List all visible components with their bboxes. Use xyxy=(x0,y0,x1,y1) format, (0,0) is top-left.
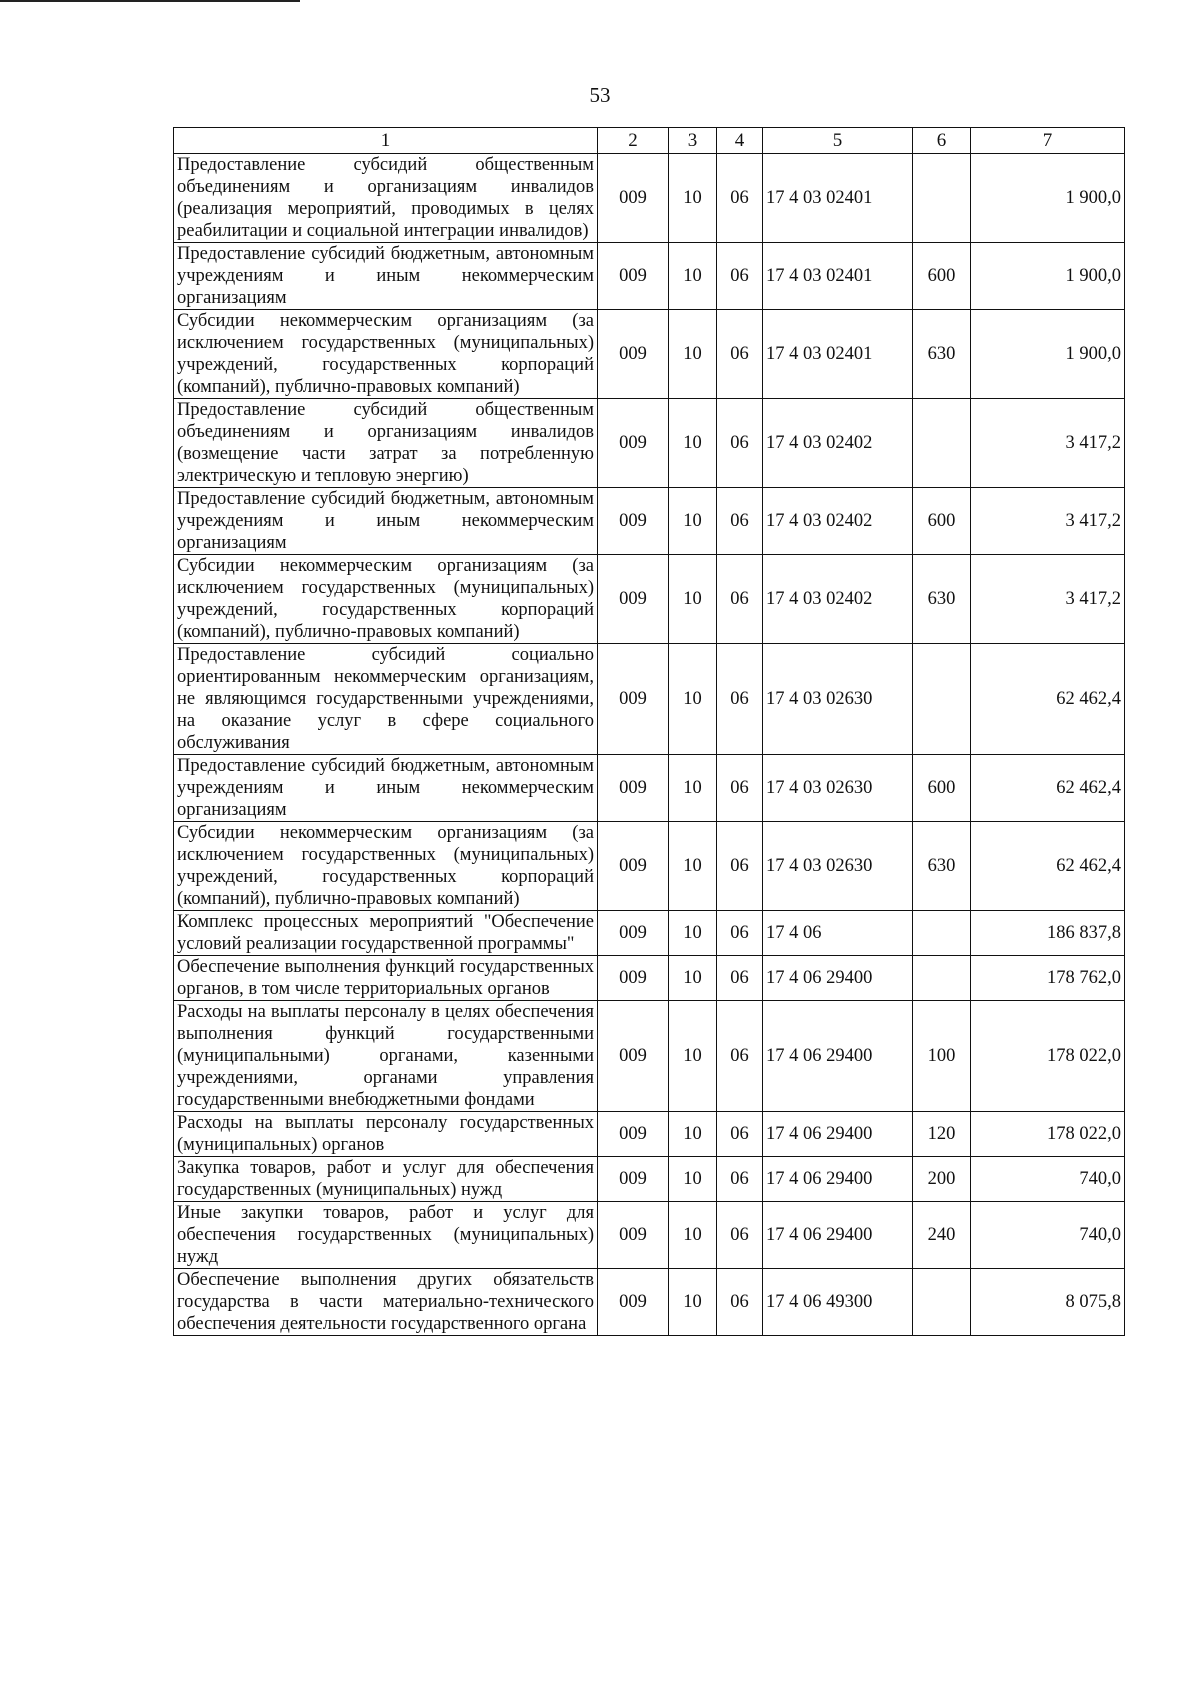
row-section: 10 xyxy=(669,1157,717,1202)
row-subsection: 06 xyxy=(717,956,763,1001)
row-subsection: 06 xyxy=(717,243,763,310)
table-row xyxy=(174,1157,1125,1202)
row-amount: 3 417,2 xyxy=(971,399,1125,488)
row-subsection: 06 xyxy=(717,488,763,555)
row-amount: 1 900,0 xyxy=(971,154,1125,243)
row-target-article: 17 4 06 29400 xyxy=(763,1001,913,1112)
row-name: Расходы на выплаты персоналу государственных (муниципальных) органов xyxy=(174,1112,598,1157)
row-subsection: 06 xyxy=(717,310,763,399)
row-expense-type xyxy=(913,399,971,488)
row-target-article: 17 4 03 02401 xyxy=(763,310,913,399)
row-amount: 1 900,0 xyxy=(971,310,1125,399)
row-subsection: 06 xyxy=(717,1001,763,1112)
row-name: Субсидии некоммерческим организациям (за исключением государственных (муниципальных) учреждений, государственных корпораций (компаний), публично-правовых компаний) xyxy=(174,822,598,911)
table-row xyxy=(174,488,1125,555)
row-subsection: 06 xyxy=(717,399,763,488)
row-section: 10 xyxy=(669,1001,717,1112)
row-name: Обеспечение выполнения функций государственных органов, в том числе территориальных органов xyxy=(174,956,598,1001)
row-subsection: 06 xyxy=(717,555,763,644)
row-expense-type: 200 xyxy=(913,1157,971,1202)
row-section: 10 xyxy=(669,911,717,956)
row-section: 10 xyxy=(669,488,717,555)
row-section: 10 xyxy=(669,644,717,755)
row-target-article: 17 4 03 02402 xyxy=(763,555,913,644)
row-amount: 186 837,8 xyxy=(971,911,1125,956)
row-amount: 178 762,0 xyxy=(971,956,1125,1001)
row-admin-code: 009 xyxy=(598,956,669,1001)
row-section: 10 xyxy=(669,956,717,1001)
row-target-article: 17 4 03 02630 xyxy=(763,755,913,822)
row-target-article: 17 4 06 29400 xyxy=(763,1112,913,1157)
budget-table xyxy=(173,127,1125,1336)
row-subsection: 06 xyxy=(717,1157,763,1202)
row-name: Субсидии некоммерческим организациям (за исключением государственных (муниципальных) учреждений, государственных корпораций (компаний), публично-правовых компаний) xyxy=(174,555,598,644)
row-target-article: 17 4 06 49300 xyxy=(763,1269,913,1336)
row-expense-type: 600 xyxy=(913,755,971,822)
row-subsection: 06 xyxy=(717,1269,763,1336)
row-admin-code: 009 xyxy=(598,154,669,243)
row-name: Предоставление субсидий бюджетным, автономным учреждениям и иным некоммерческим организациям xyxy=(174,755,598,822)
row-admin-code: 009 xyxy=(598,1202,669,1269)
row-name: Субсидии некоммерческим организациям (за исключением государственных (муниципальных) учреждений, государственных корпораций (компаний), публично-правовых компаний) xyxy=(174,310,598,399)
row-section: 10 xyxy=(669,755,717,822)
row-subsection: 06 xyxy=(717,911,763,956)
row-section: 10 xyxy=(669,555,717,644)
row-expense-type xyxy=(913,956,971,1001)
row-admin-code: 009 xyxy=(598,1269,669,1336)
row-admin-code: 009 xyxy=(598,555,669,644)
row-target-article: 17 4 06 29400 xyxy=(763,956,913,1001)
row-admin-code: 009 xyxy=(598,310,669,399)
row-expense-type: 100 xyxy=(913,1001,971,1112)
row-amount: 178 022,0 xyxy=(971,1112,1125,1157)
row-amount: 178 022,0 xyxy=(971,1001,1125,1112)
row-name: Расходы на выплаты персоналу в целях обеспечения выполнения функций государственными (муниципальными) органами, казенными учреждениями, органами управления государственными внебюджетными фондами xyxy=(174,1001,598,1112)
row-amount: 62 462,4 xyxy=(971,644,1125,755)
table-row xyxy=(174,755,1125,822)
row-section: 10 xyxy=(669,243,717,310)
row-expense-type xyxy=(913,154,971,243)
table-row xyxy=(174,822,1125,911)
table-row xyxy=(174,956,1125,1001)
row-expense-type xyxy=(913,1269,971,1336)
table-row xyxy=(174,399,1125,488)
row-target-article: 17 4 03 02402 xyxy=(763,399,913,488)
row-amount: 3 417,2 xyxy=(971,555,1125,644)
header-cell-2: 2 xyxy=(598,128,669,154)
table-row xyxy=(174,1202,1125,1269)
table-row xyxy=(174,154,1125,243)
row-admin-code: 009 xyxy=(598,1001,669,1112)
row-subsection: 06 xyxy=(717,1202,763,1269)
row-target-article: 17 4 06 29400 xyxy=(763,1157,913,1202)
row-section: 10 xyxy=(669,1269,717,1336)
page-number: 53 xyxy=(589,83,611,107)
row-name: Предоставление субсидий общественным объединениям и организациям инвалидов (реализация мероприятий, проводимых в целях реабилитации и социальной интеграции инвалидов) xyxy=(174,154,598,243)
row-target-article: 17 4 03 02401 xyxy=(763,154,913,243)
row-subsection: 06 xyxy=(717,1112,763,1157)
row-amount: 740,0 xyxy=(971,1202,1125,1269)
row-target-article: 17 4 03 02630 xyxy=(763,644,913,755)
header-cell-4: 4 xyxy=(717,128,763,154)
table-row xyxy=(174,1112,1125,1157)
row-expense-type xyxy=(913,911,971,956)
row-admin-code: 009 xyxy=(598,911,669,956)
row-name: Предоставление субсидий общественным объединениям и организациям инвалидов (возмещение части затрат за потребленную электрическую и тепловую энергию) xyxy=(174,399,598,488)
row-admin-code: 009 xyxy=(598,1157,669,1202)
row-section: 10 xyxy=(669,1112,717,1157)
row-expense-type: 600 xyxy=(913,243,971,310)
header-cell-3: 3 xyxy=(669,128,717,154)
row-subsection: 06 xyxy=(717,755,763,822)
row-amount: 62 462,4 xyxy=(971,755,1125,822)
row-target-article: 17 4 03 02401 xyxy=(763,243,913,310)
row-subsection: 06 xyxy=(717,154,763,243)
table-row xyxy=(174,644,1125,755)
row-expense-type: 630 xyxy=(913,555,971,644)
row-section: 10 xyxy=(669,822,717,911)
row-target-article: 17 4 03 02402 xyxy=(763,488,913,555)
row-section: 10 xyxy=(669,310,717,399)
row-target-article: 17 4 03 02630 xyxy=(763,822,913,911)
row-admin-code: 009 xyxy=(598,243,669,310)
row-target-article: 17 4 06 xyxy=(763,911,913,956)
header-row xyxy=(174,128,1125,154)
table-row xyxy=(174,243,1125,310)
row-expense-type: 630 xyxy=(913,310,971,399)
row-expense-type: 600 xyxy=(913,488,971,555)
table-row xyxy=(174,1001,1125,1112)
row-target-article: 17 4 06 29400 xyxy=(763,1202,913,1269)
row-section: 10 xyxy=(669,154,717,243)
header-cell-7: 7 xyxy=(971,128,1125,154)
table-row xyxy=(174,310,1125,399)
row-name: Обеспечение выполнения других обязательств государства в части материально-технического обеспечения деятельности государственного органа xyxy=(174,1269,598,1336)
row-subsection: 06 xyxy=(717,644,763,755)
table-row xyxy=(174,911,1125,956)
row-admin-code: 009 xyxy=(598,488,669,555)
row-name: Закупка товаров, работ и услуг для обеспечения государственных (муниципальных) нужд xyxy=(174,1157,598,1202)
scan-edge-line xyxy=(0,0,300,2)
table-row xyxy=(174,555,1125,644)
row-expense-type: 630 xyxy=(913,822,971,911)
row-name: Предоставление субсидий бюджетным, автономным учреждениям и иным некоммерческим организациям xyxy=(174,488,598,555)
row-admin-code: 009 xyxy=(598,755,669,822)
row-name: Предоставление субсидий бюджетным, автономным учреждениям и иным некоммерческим организациям xyxy=(174,243,598,310)
row-admin-code: 009 xyxy=(598,644,669,755)
row-amount: 1 900,0 xyxy=(971,243,1125,310)
table-row xyxy=(174,1269,1125,1336)
row-subsection: 06 xyxy=(717,822,763,911)
row-section: 10 xyxy=(669,399,717,488)
row-admin-code: 009 xyxy=(598,822,669,911)
row-amount: 740,0 xyxy=(971,1157,1125,1202)
row-admin-code: 009 xyxy=(598,1112,669,1157)
row-amount: 3 417,2 xyxy=(971,488,1125,555)
header-cell-6: 6 xyxy=(913,128,971,154)
row-expense-type xyxy=(913,644,971,755)
header-cell-1: 1 xyxy=(174,128,598,154)
header-cell-5: 5 xyxy=(763,128,913,154)
row-expense-type: 240 xyxy=(913,1202,971,1269)
row-section: 10 xyxy=(669,1202,717,1269)
row-name: Иные закупки товаров, работ и услуг для обеспечения государственных (муниципальных) нужд xyxy=(174,1202,598,1269)
row-name: Предоставление субсидий социально ориентированным некоммерческим организациям, не являющимся государственными учреждениями, на оказание услуг в сфере социального обслуживания xyxy=(174,644,598,755)
row-expense-type: 120 xyxy=(913,1112,971,1157)
row-name: Комплекс процессных мероприятий "Обеспечение условий реализации государственной программы" xyxy=(174,911,598,956)
row-amount: 62 462,4 xyxy=(971,822,1125,911)
row-amount: 8 075,8 xyxy=(971,1269,1125,1336)
row-admin-code: 009 xyxy=(598,399,669,488)
